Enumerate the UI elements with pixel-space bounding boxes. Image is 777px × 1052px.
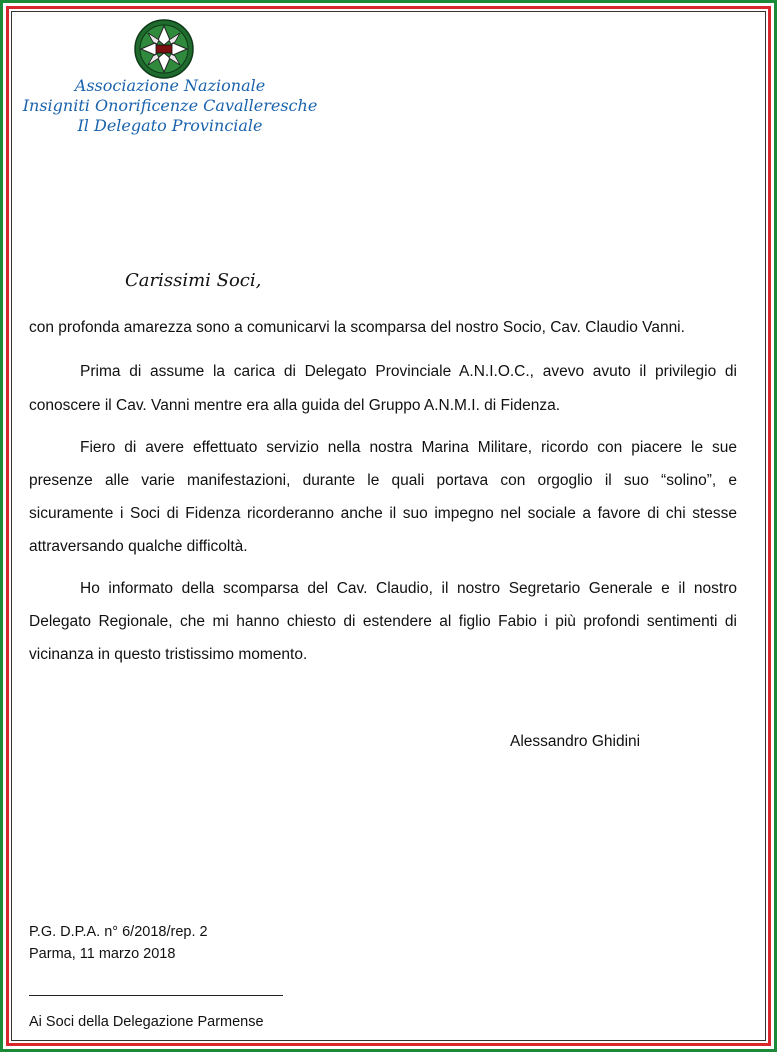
order-emblem-icon	[133, 18, 195, 80]
paragraph-2-line-2: conoscere il Cav. Vanni mentre era alla guida del Gruppo A.N.M.I. di Fidenza.	[29, 397, 561, 414]
recipients: Ai Soci della Delegazione Parmense	[29, 1014, 264, 1030]
place-date: Parma, 11 marzo 2018	[29, 946, 176, 962]
paragraph-3-line-1: Fiero di avere effettuato servizio nella nostra Marina Militare, ricordo con piacere le sue	[80, 439, 737, 456]
salutation: Carissimi Soci,	[125, 270, 262, 291]
divider-rule	[29, 995, 283, 996]
paragraph-4-line-3: vicinanza in questo tristissimo momento.	[29, 646, 308, 663]
header-line-3: Il Delegato Provinciale	[77, 116, 263, 135]
paragraph-4-line-2: Delegato Regionale, che mi hanno chiesto di estendere al figlio Fabio i più profondi sentimenti di	[29, 613, 737, 630]
border-inner	[11, 11, 766, 1041]
header-line-1: Associazione Nazionale	[74, 76, 266, 95]
protocol-number: P.G. D.P.A. n° 6/2018/rep. 2	[29, 924, 208, 940]
paragraph-3-line-3: sicuramente i Soci di Fidenza ricorderanno anche il suo impegno nel sociale a favore di chi stesse	[29, 505, 737, 522]
paragraph-4-line-1: Ho informato della scomparsa del Cav. Claudio, il nostro Segretario Generale e il nostro	[80, 580, 737, 597]
paragraph-3-line-4: attraversando qualche difficoltà.	[29, 538, 248, 555]
paragraph-3-line-2: presenze alle varie manifestazioni, durante le quali portava con orgoglio il suo “solino”, e	[29, 472, 737, 489]
paragraph-1: con profonda amarezza sono a comunicarvi la scomparsa del nostro Socio, Cav. Claudio Vanni.	[29, 319, 685, 336]
signature-name: Alessandro Ghidini	[510, 733, 641, 750]
paragraph-2-line-1: Prima di assume la carica di Delegato Provinciale A.N.I.O.C., avevo avuto il privilegio di	[80, 363, 737, 380]
header-line-2: Insigniti Onorificenze Cavalleresche	[22, 96, 318, 115]
